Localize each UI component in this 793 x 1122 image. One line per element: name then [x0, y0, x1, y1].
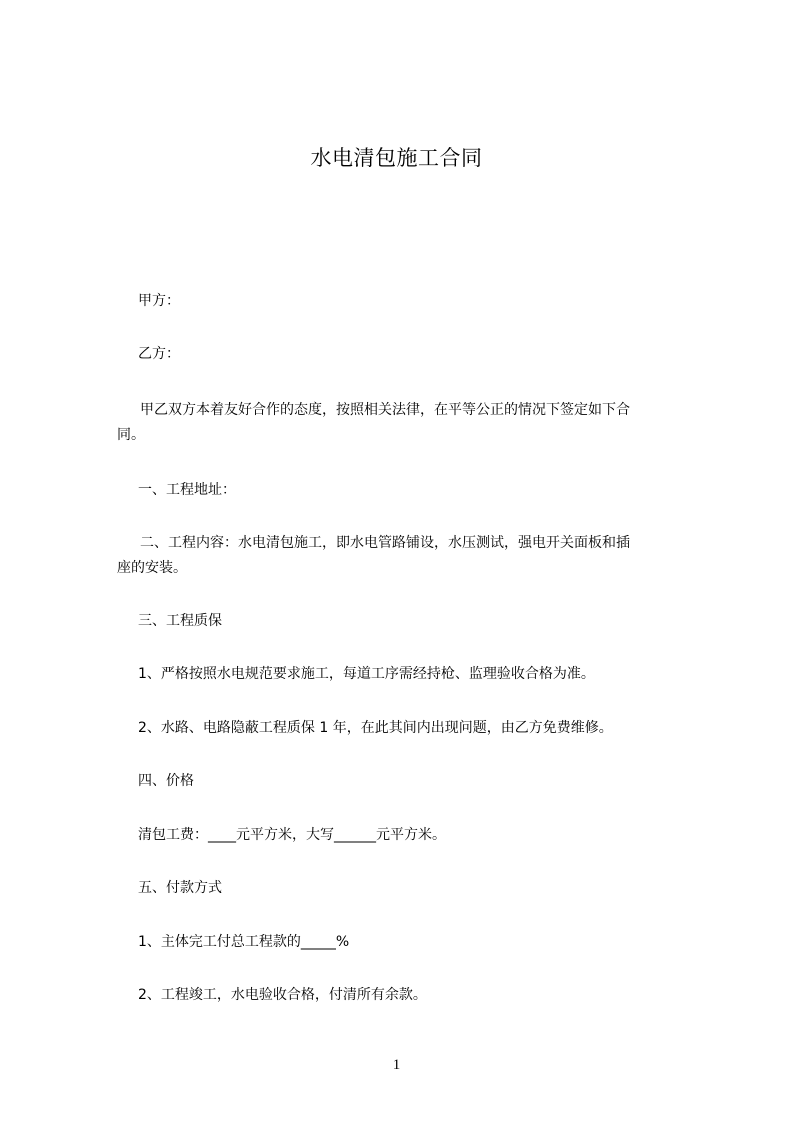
- warranty-item-2: 2、水路、电路隐蔽工程质保 1 年，在此其间内出现问题，由乙方免费维修。: [138, 720, 613, 736]
- warranty-item-1: 1、严格按照水电规范要求施工，每道工序需经持枪、监理验收合格为准。: [138, 666, 595, 682]
- section-content-line-1: 二、工程内容：水电清包施工，即水电管路铺设，水压测试，强电开关面板和插: [140, 535, 630, 551]
- intro-paragraph-line-1: 甲乙双方本着友好合作的态度，按照相关法律，在平等公正的情况下签定如下合: [140, 402, 630, 418]
- party-b-label: 乙方：: [138, 346, 180, 362]
- payment-item-2: 2、工程竣工，水电验收合格，付清所有余款。: [138, 987, 427, 1003]
- section-heading-price: 四、价格: [138, 773, 194, 789]
- section-heading-address: 一、工程地址：: [138, 482, 236, 498]
- section-heading-payment: 五、付款方式: [138, 880, 222, 896]
- payment-item-1: 1、主体完工付总工程款的_____%: [138, 934, 350, 950]
- document-title: 水电清包施工合同: [310, 146, 483, 170]
- price-line: 清包工费：____元平方米，大写______元平方米。: [138, 827, 446, 843]
- intro-paragraph-line-2: 同。: [117, 427, 145, 443]
- section-heading-warranty: 三、工程质保: [138, 613, 222, 629]
- party-a-label: 甲方：: [138, 293, 180, 309]
- page-number: 1: [392, 1057, 401, 1073]
- section-content-line-2: 座的安装。: [117, 560, 187, 576]
